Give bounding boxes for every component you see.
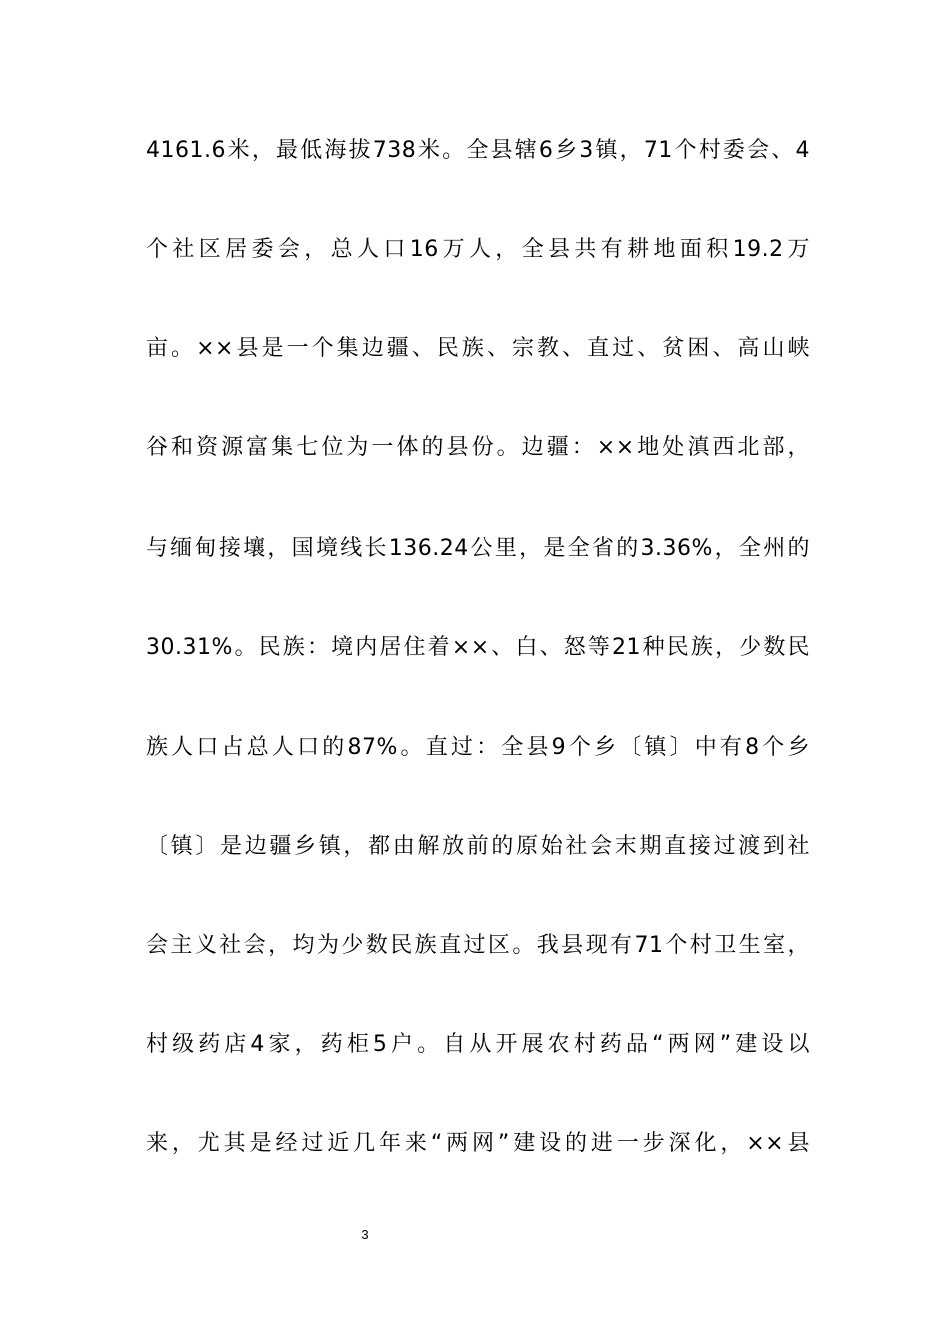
body-text-line: 族人口占总人口的87%。直过：全县9个乡〔镇〕中有8个乡 xyxy=(146,735,810,760)
body-text-line: 〔镇〕是边疆乡镇，都由解放前的原始社会末期直接过渡到社 xyxy=(146,834,810,859)
body-text-line: 30.31%。民族：境内居住着××、白、怒等21种民族，少数民 xyxy=(146,635,810,660)
body-text-line: 个社区居委会，总人口16万人，全县共有耕地面积19.2万 xyxy=(146,237,810,262)
body-text-line: 亩。××县是一个集边疆、民族、宗教、直过、贫困、高山峡 xyxy=(146,336,810,361)
body-text-line: 来，尤其是经过近几年来“两网”建设的进一步深化，××县 xyxy=(146,1131,810,1156)
body-text-line: 与缅甸接壤，国境线长136.24公里，是全省的3.36%，全州的 xyxy=(146,536,810,561)
body-text-line: 会主义社会，均为少数民族直过区。我县现有71个村卫生室， xyxy=(146,933,810,958)
page-number: 3 xyxy=(361,1227,369,1242)
body-text-line: 谷和资源富集七位为一体的县份。边疆：××地处滇西北部， xyxy=(146,435,810,460)
body-text-line: 村级药店4家，药柜5户。自从开展农村药品“两网”建设以 xyxy=(146,1032,810,1057)
body-text-line: 4161.6米，最低海拔738米。全县辖6乡3镇，71个村委会、4 xyxy=(146,138,810,163)
